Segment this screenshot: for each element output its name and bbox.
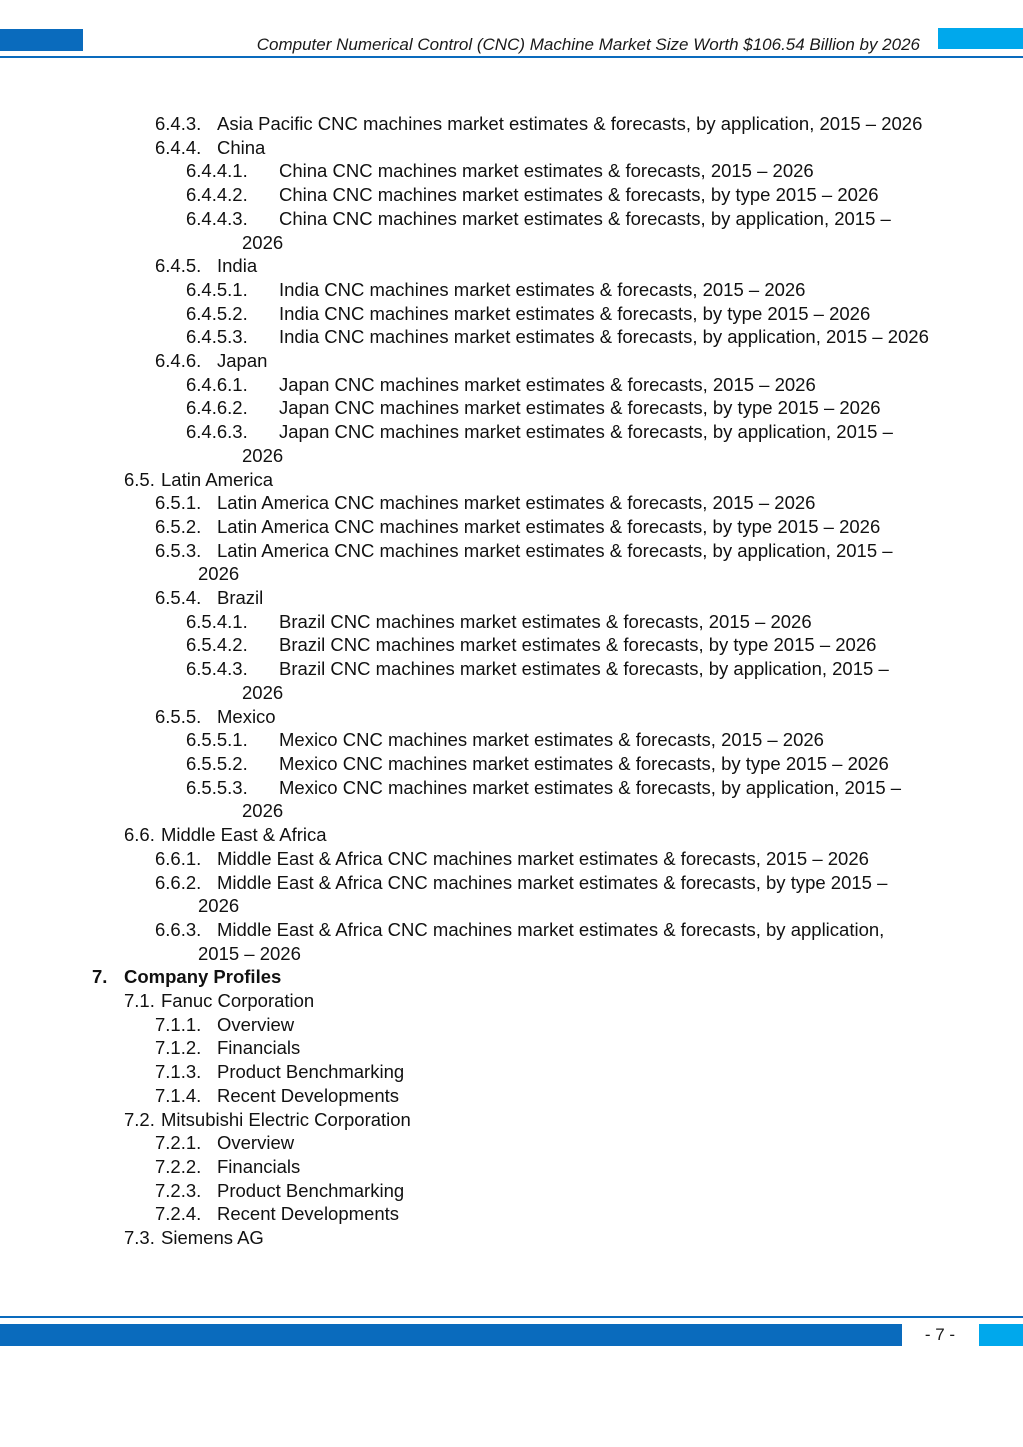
toc-entry-number: 6.5.2. bbox=[155, 515, 202, 537]
toc-entry-title: India CNC machines market estimates & forecasts, by application, 2015 – 2026 bbox=[279, 326, 929, 348]
footer-bar-left bbox=[0, 1324, 902, 1346]
toc-entry-number: 6.5.4.3. bbox=[186, 658, 248, 680]
toc-entry-title: Mitsubishi Electric Corporation bbox=[161, 1108, 411, 1130]
toc-entry-title: Latin America CNC machines market estimates & forecasts, by type 2015 – 2026 bbox=[217, 515, 881, 537]
toc-entry-title: Company Profiles bbox=[124, 966, 282, 988]
toc-entry-number: 7.2.1. bbox=[155, 1132, 202, 1154]
toc-entry-number: 6.4.6.1. bbox=[186, 373, 248, 395]
toc-entry-number: 6.4.6.3. bbox=[186, 421, 248, 443]
toc-entry-title: China CNC machines market estimates & forecasts, by type 2015 – 2026 bbox=[279, 184, 879, 206]
toc-entry-title: China bbox=[217, 136, 266, 158]
toc-entry-title: Middle East & Africa bbox=[161, 824, 327, 846]
toc-entry-number: 6.4.4.2. bbox=[186, 184, 248, 206]
toc-entry-title: Product Benchmarking bbox=[217, 1179, 405, 1201]
toc-entry-title: Brazil bbox=[217, 587, 264, 609]
toc-entry bbox=[0, 871, 1023, 918]
toc-entry-title: India CNC machines market estimates & forecasts, by type 2015 – 2026 bbox=[279, 302, 871, 324]
toc-entry-number: 6.5.5.3. bbox=[186, 776, 248, 798]
toc-entry bbox=[0, 278, 1023, 302]
toc-entry-number: 6.5.5.1. bbox=[186, 729, 248, 751]
page-number: - 7 - bbox=[924, 1325, 956, 1344]
toc-entry-number: 7.1.1. bbox=[155, 1013, 202, 1035]
toc-entry bbox=[0, 1179, 1023, 1203]
toc-entry bbox=[0, 989, 1023, 1013]
toc-entry-title: India bbox=[217, 255, 258, 277]
toc-entry bbox=[0, 112, 1023, 136]
toc-entry-title: Latin America CNC machines market estimates & forecasts, 2015 – 2026 bbox=[217, 492, 816, 514]
toc-entry-title: Overview bbox=[217, 1013, 295, 1035]
toc-entry bbox=[0, 823, 1023, 847]
toc-entry bbox=[0, 420, 1023, 467]
toc-entry-number: 6.5.1. bbox=[155, 492, 202, 514]
toc-entry-number: 6.4.5.2. bbox=[186, 302, 248, 324]
toc-entry-title: China CNC machines market estimates & forecasts, by application, 2015 – 2026 bbox=[242, 207, 891, 253]
toc-entry-title: Japan bbox=[217, 350, 268, 372]
toc-entry-number: 7.2.4. bbox=[155, 1203, 202, 1225]
toc-entry-number: 7.2. bbox=[124, 1108, 155, 1130]
toc-entry bbox=[0, 657, 1023, 704]
header-rule bbox=[0, 56, 1023, 58]
toc-entry-number: 7. bbox=[92, 966, 108, 988]
toc-entry-title: Siemens AG bbox=[161, 1227, 264, 1249]
toc-entry bbox=[0, 491, 1023, 515]
toc-entry-number: 6.5.4.2. bbox=[186, 634, 248, 656]
toc-entry bbox=[0, 728, 1023, 752]
toc-entry-title: China CNC machines market estimates & forecasts, 2015 – 2026 bbox=[279, 160, 814, 182]
toc-entry-number: 6.6. bbox=[124, 824, 155, 846]
toc-entry-number: 7.1.4. bbox=[155, 1084, 202, 1106]
toc-entry-number: 6.4.6.2. bbox=[186, 397, 248, 419]
toc-entry-title: Brazil CNC machines market estimates & forecasts, 2015 – 2026 bbox=[279, 610, 812, 632]
toc-entry bbox=[0, 539, 1023, 586]
toc-entry-title: Recent Developments bbox=[217, 1203, 400, 1225]
table-of-contents bbox=[0, 112, 1023, 1250]
toc-entry bbox=[0, 325, 1023, 349]
toc-entry-title: Latin America CNC machines market estimates & forecasts, by application, 2015 – 2026 bbox=[198, 539, 893, 585]
toc-entry bbox=[0, 468, 1023, 492]
toc-entry bbox=[0, 586, 1023, 610]
toc-entry-title: Japan CNC machines market estimates & forecasts, by application, 2015 – 2026 bbox=[242, 421, 893, 466]
toc-entry bbox=[0, 207, 1023, 254]
toc-entry-title: Japan CNC machines market estimates & forecasts, 2015 – 2026 bbox=[279, 373, 816, 395]
toc-entry-number: 6.5.5.2. bbox=[186, 752, 248, 774]
toc-entry bbox=[0, 349, 1023, 373]
toc-entry-number: 7.1.2. bbox=[155, 1037, 202, 1059]
toc-entry bbox=[0, 1131, 1023, 1155]
toc-entry bbox=[0, 752, 1023, 776]
toc-entry-number: 6.4.4. bbox=[155, 136, 202, 158]
footer-bar-right bbox=[979, 1324, 1023, 1346]
toc-entry-number: 6.5. bbox=[124, 468, 155, 490]
toc-entry-number: 7.2.3. bbox=[155, 1179, 202, 1201]
footer-rule bbox=[0, 1316, 1023, 1318]
toc-entry bbox=[0, 1155, 1023, 1179]
toc-entry bbox=[0, 776, 1023, 823]
toc-entry bbox=[0, 396, 1023, 420]
toc-entry-number: 6.4.3. bbox=[155, 113, 202, 134]
toc-entry bbox=[0, 633, 1023, 657]
header-title: Computer Numerical Control (CNC) Machine Market Size Worth $106.54 Billion by 2026 bbox=[256, 35, 920, 54]
toc-entry bbox=[0, 515, 1023, 539]
toc-entry bbox=[0, 1202, 1023, 1226]
toc-entry-number: 7.1.3. bbox=[155, 1061, 202, 1083]
toc-entry bbox=[0, 302, 1023, 326]
toc-entry-number: 6.6.3. bbox=[155, 918, 202, 940]
toc-entry-number: 6.4.5.1. bbox=[186, 278, 248, 300]
toc-entry bbox=[0, 705, 1023, 729]
toc-entry-title: Middle East & Africa CNC machines market estimates & forecasts, by application, 2015 – 2026 bbox=[198, 918, 885, 964]
toc-entry-number: 7.1. bbox=[124, 990, 155, 1012]
toc-entry-title: Mexico CNC machines market estimates & forecasts, by application, 2015 – 2026 bbox=[242, 776, 902, 822]
toc-entry bbox=[0, 918, 1023, 965]
toc-entry bbox=[0, 1108, 1023, 1132]
toc-entry-number: 6.5.3. bbox=[155, 539, 202, 561]
toc-entry bbox=[0, 1036, 1023, 1060]
toc-entry bbox=[0, 1226, 1023, 1250]
toc-entry bbox=[0, 1013, 1023, 1037]
toc-entry-title: Latin America bbox=[161, 468, 274, 490]
toc-entry-title: India CNC machines market estimates & forecasts, 2015 – 2026 bbox=[279, 278, 806, 300]
toc-entry bbox=[0, 136, 1023, 160]
toc-entry bbox=[0, 254, 1023, 278]
toc-entry-number: 6.4.5. bbox=[155, 255, 202, 277]
toc-entry-number: 6.4.4.1. bbox=[186, 160, 248, 182]
toc-entry bbox=[0, 965, 1023, 989]
toc-entry-title: Product Benchmarking bbox=[217, 1061, 405, 1083]
toc-entry bbox=[0, 847, 1023, 871]
toc-entry bbox=[0, 183, 1023, 207]
toc-entry-title: Mexico bbox=[217, 705, 276, 727]
toc-entry-title: Middle East & Africa CNC machines market estimates & forecasts, by type 2015 – 2026 bbox=[198, 871, 888, 917]
toc-entry-title: Financials bbox=[217, 1037, 301, 1059]
toc-entry-number: 6.5.5. bbox=[155, 705, 202, 727]
toc-entry-number: 6.5.4. bbox=[155, 587, 202, 609]
toc-entry-title: Middle East & Africa CNC machines market estimates & forecasts, 2015 – 2026 bbox=[217, 847, 869, 869]
toc-entry bbox=[0, 373, 1023, 397]
toc-entry-number: 6.4.5.3. bbox=[186, 326, 248, 348]
toc-entry-number: 6.6.1. bbox=[155, 847, 202, 869]
toc-entry-title: Brazil CNC machines market estimates & forecasts, by type 2015 – 2026 bbox=[279, 634, 877, 656]
header-bar-right bbox=[938, 28, 1023, 49]
toc-entry-title: Financials bbox=[217, 1155, 301, 1177]
toc-entry-number: 6.5.4.1. bbox=[186, 610, 248, 632]
toc-entry-title: Asia Pacific CNC machines market estimates & forecasts, by application, 2015 – 2026 bbox=[217, 113, 923, 134]
toc-entry-title: Mexico CNC machines market estimates & forecasts, by type 2015 – 2026 bbox=[279, 752, 889, 774]
toc-entry-title: Brazil CNC machines market estimates & forecasts, by application, 2015 – 2026 bbox=[242, 658, 889, 703]
toc-entry bbox=[0, 610, 1023, 634]
toc-entry bbox=[0, 1060, 1023, 1084]
toc-entry-title: Recent Developments bbox=[217, 1084, 400, 1106]
toc-entry-number: 6.4.4.3. bbox=[186, 207, 248, 229]
toc-entry-number: 7.2.2. bbox=[155, 1155, 202, 1177]
toc-entry bbox=[0, 159, 1023, 183]
toc-entry-number: 6.4.6. bbox=[155, 350, 202, 372]
toc-entry-title: Overview bbox=[217, 1132, 295, 1154]
toc-entry-title: Mexico CNC machines market estimates & forecasts, 2015 – 2026 bbox=[279, 729, 824, 751]
header-bar-left bbox=[0, 29, 83, 51]
toc-entry bbox=[0, 1084, 1023, 1108]
toc-entry-title: Fanuc Corporation bbox=[161, 990, 315, 1012]
toc-entry-title: Japan CNC machines market estimates & forecasts, by type 2015 – 2026 bbox=[279, 397, 881, 419]
toc-entry-number: 7.3. bbox=[124, 1227, 155, 1249]
toc-entry-number: 6.6.2. bbox=[155, 871, 202, 893]
